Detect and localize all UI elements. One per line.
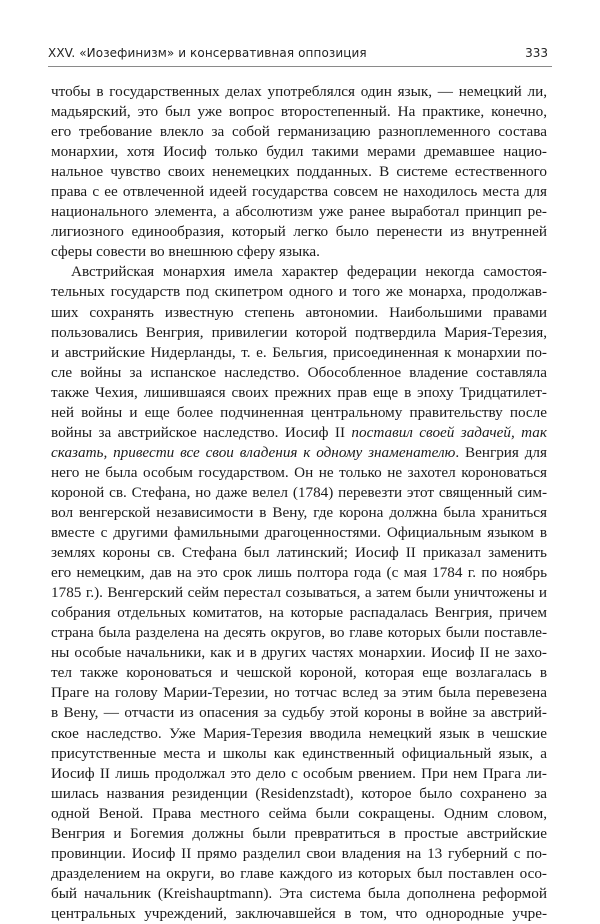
- text-line: также Чехия, лишившаяся своих прежних прав еще в эпоху Тридцатилет-: [51, 383, 547, 401]
- text-line: нальное чувство своих ненемецких подданных. В системе естественного: [51, 163, 547, 181]
- text-line: дразделением на округи, во главе каждого из которых был поставлен осо-: [51, 864, 547, 882]
- text-line: ское наследство. Уже Мария-Терезия вводила немецкий язык в чешские: [51, 724, 547, 742]
- text-line: Праге на голову Марии-Терезии, но тотчас вслед за этим была перевезена: [51, 684, 547, 702]
- text-line: и австрийские Нидерланды, т. е. Бельгия, присоединенная к монархии по-: [51, 343, 547, 361]
- text-line: страна была разделена на десять округов, во главе которых были поставле-: [51, 624, 547, 642]
- text-segment: . Венгрия для: [455, 443, 547, 461]
- italic-phrase: сказать, привести все свои владения к одному знаменателю: [51, 443, 456, 461]
- italic-phrase: поставил своей задачей, так: [351, 423, 547, 441]
- text-line: [51, 423, 547, 443]
- text-line: мадьярский, это был уже вопрос второстепенный. На практике, конечно,: [51, 103, 547, 121]
- header-rule: [48, 66, 552, 67]
- text-line: сле войны за испанское наследство. Обособленное владение составляла: [51, 363, 547, 381]
- text-line: монархии, хотя Иосиф только будил такими мерами дремавшее нацио-: [51, 143, 547, 161]
- text-line: центральных учреждений, заключавшейся в том, что однородные учре-: [51, 904, 547, 922]
- text-line: в Вену, — отчасти из опасения за судьбу этой короны в войне за австрий-: [51, 704, 547, 722]
- text-line: присутственные места и школы как единственный официальный язык, а: [51, 744, 547, 762]
- text-line: 1785 г.). Венгерский сейм перестал созываться, а затем были уничтожены и: [51, 584, 547, 602]
- text-line: шилась названия резиденции (Residenzstadt), которое было сохранено за: [51, 784, 547, 802]
- text-line: него не была особым государством. Он не только не захотел короноваться: [51, 463, 547, 481]
- text-line: вол венгерской независимости в Вену, где корона должна была храниться: [51, 503, 547, 521]
- text-line: ших сохранять известную степень автономии. Наибольшими правами: [51, 303, 547, 321]
- text-line: одной Веной. Права местного сейма были сокращены. Одним словом,: [51, 804, 547, 822]
- text-segment: войны за австрийское наследство. Иосиф II: [51, 423, 352, 441]
- text-line: пользовались Венгрия, привилегии которой подтвердила Мария-Терезия,: [51, 323, 547, 341]
- text-line: бый начальник (Kreishauptmann). Эта система была дополнена реформой: [51, 884, 547, 902]
- text-line: землях короны св. Стефана был латинский; Иосиф II приказал заменить: [51, 544, 547, 562]
- text-line: тельных государств под скипетром одного и того же монарха, продолжав-: [51, 283, 547, 301]
- text-line: провинции. Иосиф II прямо разделил свои владения на 13 губерний с по-: [51, 844, 547, 862]
- text-line: Австрийская монархия имела характер федерации некогда самостоя-: [71, 263, 547, 281]
- text-line: тел также короноваться и чешской короной, которая еще возлагалась в: [51, 664, 547, 682]
- body-text: [51, 82, 547, 924]
- text-line: его немецким, дав на это срок лишь полтора года (с мая 1784 г. по ноябрь: [51, 564, 547, 582]
- text-line: [51, 443, 547, 463]
- text-line: права с ее отвлеченной идеей государства совсем не находилось места для: [51, 183, 547, 201]
- text-line: Иосиф II лишь продолжал это дело с особым рвением. При нем Прага ли-: [51, 764, 547, 782]
- text-line: короной св. Стефана, но даже велел (1784) перевезти этот священный сим-: [51, 483, 547, 501]
- text-line: Венгрия и Богемия должны были превратиться в простые австрийские: [51, 824, 547, 842]
- text-line: собрания отдельных комитатов, на которые распадалась Венгрия, причем: [51, 604, 547, 622]
- text-line: национального элемента, а абсолютизм уже ранее выработал принцип ре-: [51, 203, 547, 221]
- text-line: ны особые начальники, как и в других частях монархии. Иосиф II не захо-: [51, 644, 547, 662]
- text-line: лигиозного единообразия, который легко было перенести из внутренней: [51, 223, 547, 241]
- text-line: его требование влекло за собой германизацию разноплеменного состава: [51, 123, 547, 141]
- text-line: чтобы в государственных делах употреблялся один язык, — немецкий ли,: [51, 83, 547, 100]
- text-line: сферы совести во внешнюю сферу языка.: [51, 243, 320, 261]
- text-line: ней войны и еще более подчиненная центральному правительству после: [51, 403, 547, 421]
- running-head: XXV. «Иозефинизм» и консервативная оппозиция: [48, 46, 367, 60]
- text-line: вместе с другими фамильными драгоценностями. Официальным языком в: [51, 524, 547, 542]
- page-number: 333: [525, 46, 548, 60]
